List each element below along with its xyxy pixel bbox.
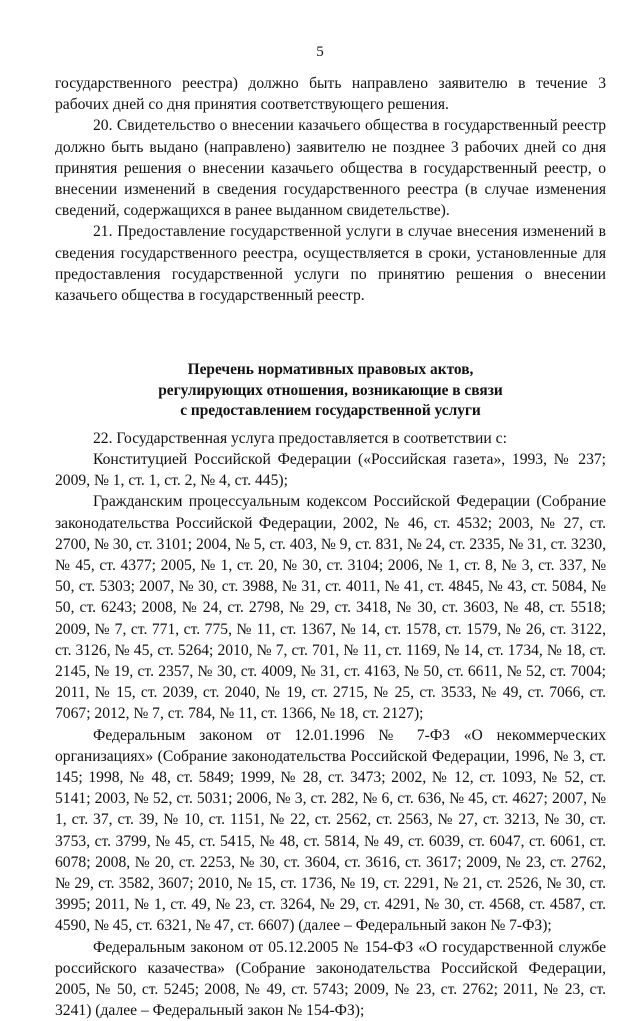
paragraph-22: 22. Государственная услуга предоставляется в соответствии с: — [93, 429, 507, 447]
paragraph-constitution: Конституцией Российской Федерации («Российская газета», 1993, № 237; 2009, № 1, ст. 1, ст. 2, № 4, ст. 445); — [55, 450, 606, 490]
section-heading-line-1: Перечень нормативных правовых актов, — [187, 361, 474, 379]
paragraph-20: 20. Свидетельство о внесении казачьего общества в государственный реестр должно быть выдано (направлено) заявителю не позднее 3 рабочих дней со дня принятия решения о внесении казачьего общества в государственный реестр, о внесении изменений в сведения государственного реестра (в случае изменения сведений, содержащихся в ранее выданном свидетельстве). — [55, 117, 606, 220]
paragraph-law-7-fz: Федеральным законом от 12.01.1996 № 7-ФЗ «О некоммерческих организациях» (Собрание законодательства Российской Федерации, 1996, № 3, ст. 145; 1998, № 48, ст. 5849; 1999, № 28, ст. 3473; 2002, № 12, ст. 1093, № 52, ст. 5141; 2003, № 52, ст. 5031; 2006, № 3, ст. 282, № 6, ст. 636, № 45, ст. 4627; 2007, № 1, ст. 37, ст. 39, № 10, ст. 1151, № 22, ст. 2562, ст. 2563, № 27, ст. 3213, № 30, ст. 3753, ст. 3799, № 45, ст. 5415, № 48, ст. 5814, № 49, ст. 6039, ст. 6047, ст. 6061, ст. 6078; 2008, № 20, ст. 2253, № 30, ст. 3604, ст. 3616, ст. 3617; 2009, № 23, ст. 2762, № 29, ст. 3582, 3607; 2010, № 15, ст. 1736, № 19, ст. 2291, № 21, ст. 2526, № 30, ст. 3995; 2011, № 1, ст. 49, № 23, ст. 3264, № 29, ст. 4291, № 30, ст. 4568, ст. 4587, ст. 4590, № 45, ст. 6321, № 47, ст. 6607) (далее – Федеральный закон № 7-ФЗ); — [55, 726, 606, 935]
paragraph-civil-procedure-code: Гражданским процессуальным кодексом Российской Федерации (Собрание законодательства Российской Федерации, 2002, № 46, ст. 4532; 2003, № 27, ст. 2700, № 30, ст. 3101; 2004, № 5, ст. 403, № 9, ст. 831, № 24, ст. 2335, № 31, ст. 3230, № 45, ст. 4377; 2005, № 1, ст. 20, № 30, ст. 3104; 2006, № 1, ст. 8, № 3, ст. 337, № 50, ст. 5303; 2007, № 30, ст. 3988, № 31, ст. 4011, № 41, ст. 4845, № 43, ст. 5084, № 50, ст. 6243; 2008, № 24, ст. 2798, № 29, ст. 3418, № 30, ст. 3603, № 48, ст. 5518; 2009, № 7, ст. 771, ст. 775, № 11, ст. 1367, № 14, ст. 1578, ст. 1579, № 26, ст. 3122, ст. 3126, № 45, ст. 5264; 2010, № 7, ст. 701, № 11, ст. 1169, № 14, ст. 1734, № 18, ст. 2145, № 19, ст. 2357, № 30, ст. 4009, № 31, ст. 4163, № 50, ст. 6611, № 52, ст. 7004; 2011, № 15, ст. 2039, ст. 2040, № 19, ст. 2715, № 25, ст. 3533, № 49, ст. 7066, ст. 7067; 2012, № 7, ст. 784, № 11, ст. 1366, № 18, ст. 2127); — [55, 493, 606, 723]
section-heading-line-2: регулирующих отношения, возникающие в связи — [158, 381, 503, 399]
paragraph-continuation: государственного реестра) должно быть направлено заявителю в течение 3 рабочих дней со дня принятия соответствующего решения. — [55, 75, 606, 114]
section-heading — [55, 360, 606, 422]
paragraph-21: 21. Предоставление государственной услуги в случае внесения изменений в сведения государственного реестра, осуществляется в сроки, установленные для предоставления государственной услуги по принятию решения о внесении казачьего общества в государственный реестр. — [55, 223, 606, 305]
section-heading-line-3: с предоставлением государственной услуги — [180, 402, 481, 420]
page-number: 5 — [316, 44, 324, 60]
document-body — [55, 73, 606, 1021]
paragraph-law-154-fz: Федеральным законом от 05.12.2005 № 154-ФЗ «О государственной службе российского казачества» (Собрание законодательства Российской Федерации, 2005, № 50, ст. 5245; 2008, № 49, ст. 5743; 2009, № 23, ст. 2762; 2011, № 23, ст. 3241) (далее – Федеральный закон № 154-ФЗ); — [55, 938, 606, 1020]
